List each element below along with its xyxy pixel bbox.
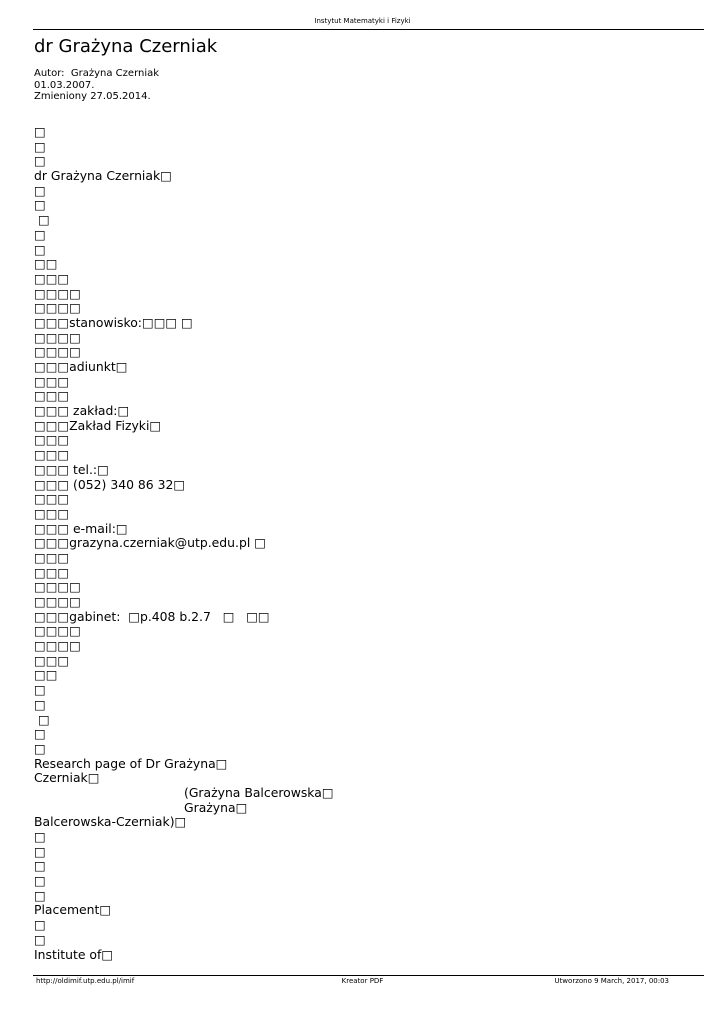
footer-created-at: Utworzono 9 March, 2017, 00:03	[554, 977, 669, 985]
body-line: □	[34, 726, 46, 742]
body-line: □□□□	[34, 329, 81, 345]
body-line: □□□ tel.:□	[34, 461, 109, 477]
body-line: Czerniak□	[34, 770, 100, 786]
body-line: □	[34, 212, 50, 228]
footer-generator: Kreator PDF	[341, 977, 384, 985]
body-line: □□□□	[34, 638, 81, 654]
body-line: □	[34, 931, 46, 947]
body-line: □□□	[34, 388, 70, 404]
author-line: Autor: Grażyna Czerniak	[34, 68, 160, 79]
body-line: □□□ zakład:□	[34, 403, 130, 419]
body-line: □	[34, 843, 46, 859]
body-line: □	[34, 226, 46, 242]
body-line: □□□	[34, 447, 70, 463]
body-line: □□□	[34, 270, 70, 286]
body-line: □	[34, 873, 46, 889]
body-line: □	[34, 124, 46, 139]
body-line: Grażyna□	[184, 799, 248, 815]
body-line: □	[34, 138, 46, 154]
body-line: □□□grazyna.czerniak@utp.edu.pl □	[34, 535, 266, 551]
body-line: □□□	[34, 491, 70, 507]
body-line: □□□□	[34, 579, 81, 595]
body-line: □	[34, 182, 46, 198]
body-line: □□□	[34, 505, 70, 521]
body-line: □□□Zakład Fizyki□	[34, 417, 162, 433]
body-line: □□□	[34, 564, 70, 580]
page-title: dr Grażyna Czerniak	[34, 36, 218, 57]
body-line: □	[34, 858, 46, 874]
document-meta	[34, 68, 159, 103]
body-line: □	[34, 917, 46, 933]
body-line: □	[34, 241, 46, 257]
body-line: □□□□	[34, 344, 81, 360]
footer-rule	[33, 975, 704, 976]
body-line: □□□	[34, 549, 70, 565]
body-line: □	[34, 696, 46, 712]
body-line: □□	[34, 667, 58, 683]
body-line: □	[34, 740, 46, 756]
body-line: □□□□	[34, 285, 81, 301]
body-line: Balcerowska-Czerniak)□	[34, 814, 187, 830]
body-line: Institute of□	[34, 946, 114, 962]
body-line: □	[34, 887, 46, 903]
body-line: □□□ (052) 340 86 32□	[34, 476, 186, 492]
body-line: Placement□	[34, 902, 112, 918]
body-line: □□	[34, 256, 58, 272]
body-line: □□□gabinet: □p.408 b.2.7 □ □□	[34, 608, 270, 624]
body-line: Research page of Dr Grażyna□	[34, 755, 228, 771]
modified-date: Zmieniony 27.05.2014.	[34, 91, 151, 102]
body-line: □□□	[34, 373, 70, 389]
header-rule	[33, 29, 704, 30]
created-date: 01.03.2007.	[34, 79, 95, 91]
document-body	[34, 125, 694, 962]
body-line: □□□	[34, 432, 70, 448]
body-line: □□□	[34, 652, 70, 668]
body-line: □	[34, 711, 50, 727]
body-line: □□□□	[34, 623, 81, 639]
running-header: Instytut Matematyki i Fizyki	[314, 17, 411, 25]
body-line: □□□stanowisko:□□□ □	[34, 314, 193, 330]
body-line: (Grażyna Balcerowska□	[184, 784, 334, 800]
body-line: dr Grażyna Czerniak□	[34, 168, 172, 184]
body-line: □□□adiunkt□	[34, 359, 128, 374]
body-line: □□□□	[34, 300, 81, 316]
footer-url: http://oldimif.utp.edu.pl/imif	[36, 977, 135, 985]
body-line: □	[34, 829, 46, 844]
body-line: □□□ e-mail:□	[34, 520, 128, 536]
body-line: □	[34, 197, 46, 213]
body-line: □□□□	[34, 594, 81, 609]
body-line: □	[34, 682, 46, 698]
body-line: □	[34, 153, 46, 169]
